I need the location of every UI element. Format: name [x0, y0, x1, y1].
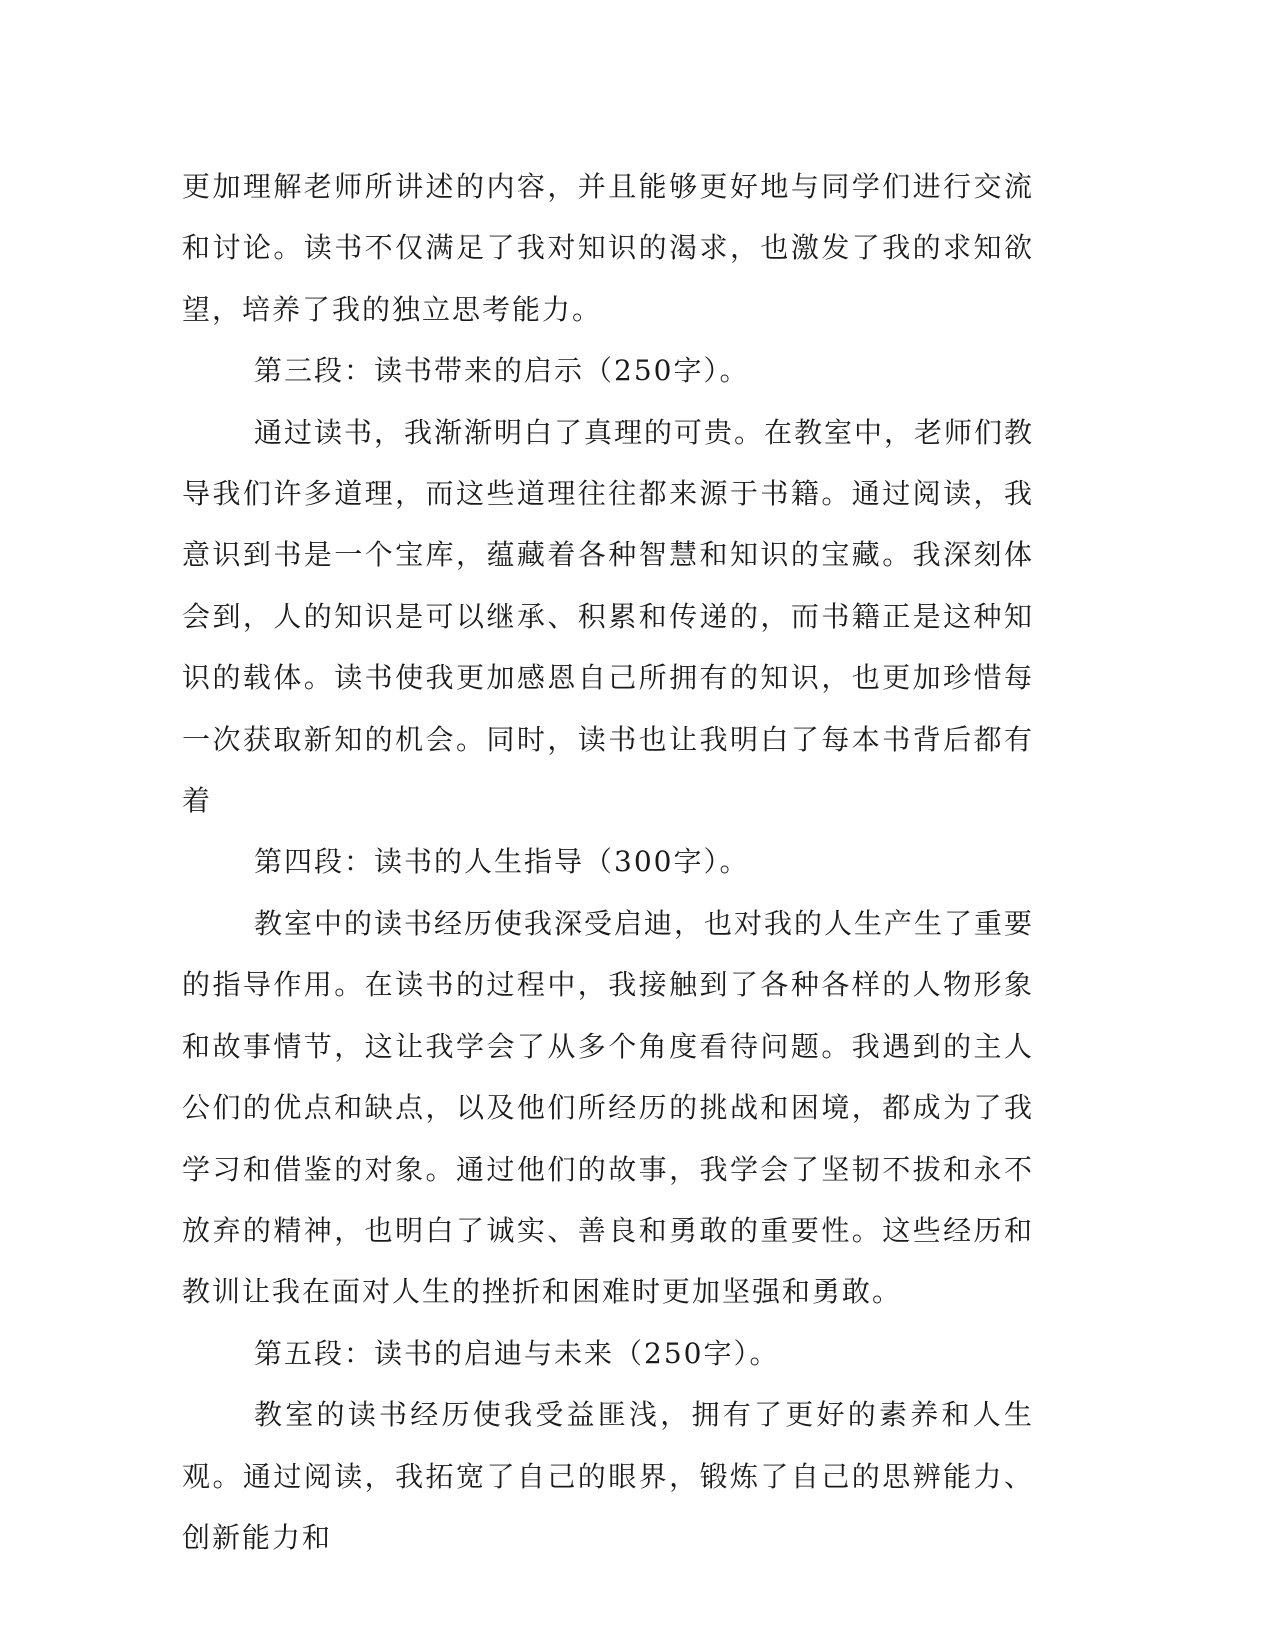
section-heading-4: 第四段：读书的人生指导（300字）。	[254, 845, 750, 879]
paragraph-continuation: 更加理解老师所讲述的内容，并且能够更好地与同学们进行交流和讨论。读书不仅满足了我对知识的渴求，也激发了我的求知欲望，培养了我的独立思考能力。	[182, 170, 1034, 326]
section-heading-5: 第五段：读书的启迪与未来（250字）。	[254, 1336, 780, 1370]
paragraph-section-5: 教室的读书经历使我受益匪浅，拥有了更好的素养和人生观。通过阅读，我拓宽了自己的眼界，锻炼了自己的思辨能力、创新能力和	[182, 1398, 1034, 1554]
paragraph-section-3: 通过读书，我渐渐明白了真理的可贵。在教室中，老师们教导我们许多道理，而这些道理往往都来源于书籍。通过阅读，我意识到书是一个宝库，蕴藏着各种智慧和知识的宝藏。我深刻体会到，人的知识是可以继承、积累和传递的，而书籍正是这种知识的载体。读书使我更加感恩自己所拥有的知识，也更加珍惜每一次获取新知的机会。同时，读书也让我明白了每本书背后都有着	[182, 415, 1035, 818]
section-heading-3: 第三段：读书带来的启示（250字）。	[254, 354, 750, 388]
paragraph-section-4: 教室中的读书经历使我深受启迪，也对我的人生产生了重要的指导作用。在读书的过程中，我接触到了各种各样的人物形象和故事情节，这让我学会了从多个角度看待问题。我遇到的主人公们的优点和缺点，以及他们所经历的挑战和困境，都成为了我学习和借鉴的对象。通过他们的故事，我学会了坚韧不拔和永不放弃的精神，也明白了诚实、善良和勇敢的重要性。这些经历和教训让我在面对人生的挫折和困难时更加坚强和勇敢。	[182, 906, 1035, 1309]
document-body	[182, 156, 1034, 1568]
